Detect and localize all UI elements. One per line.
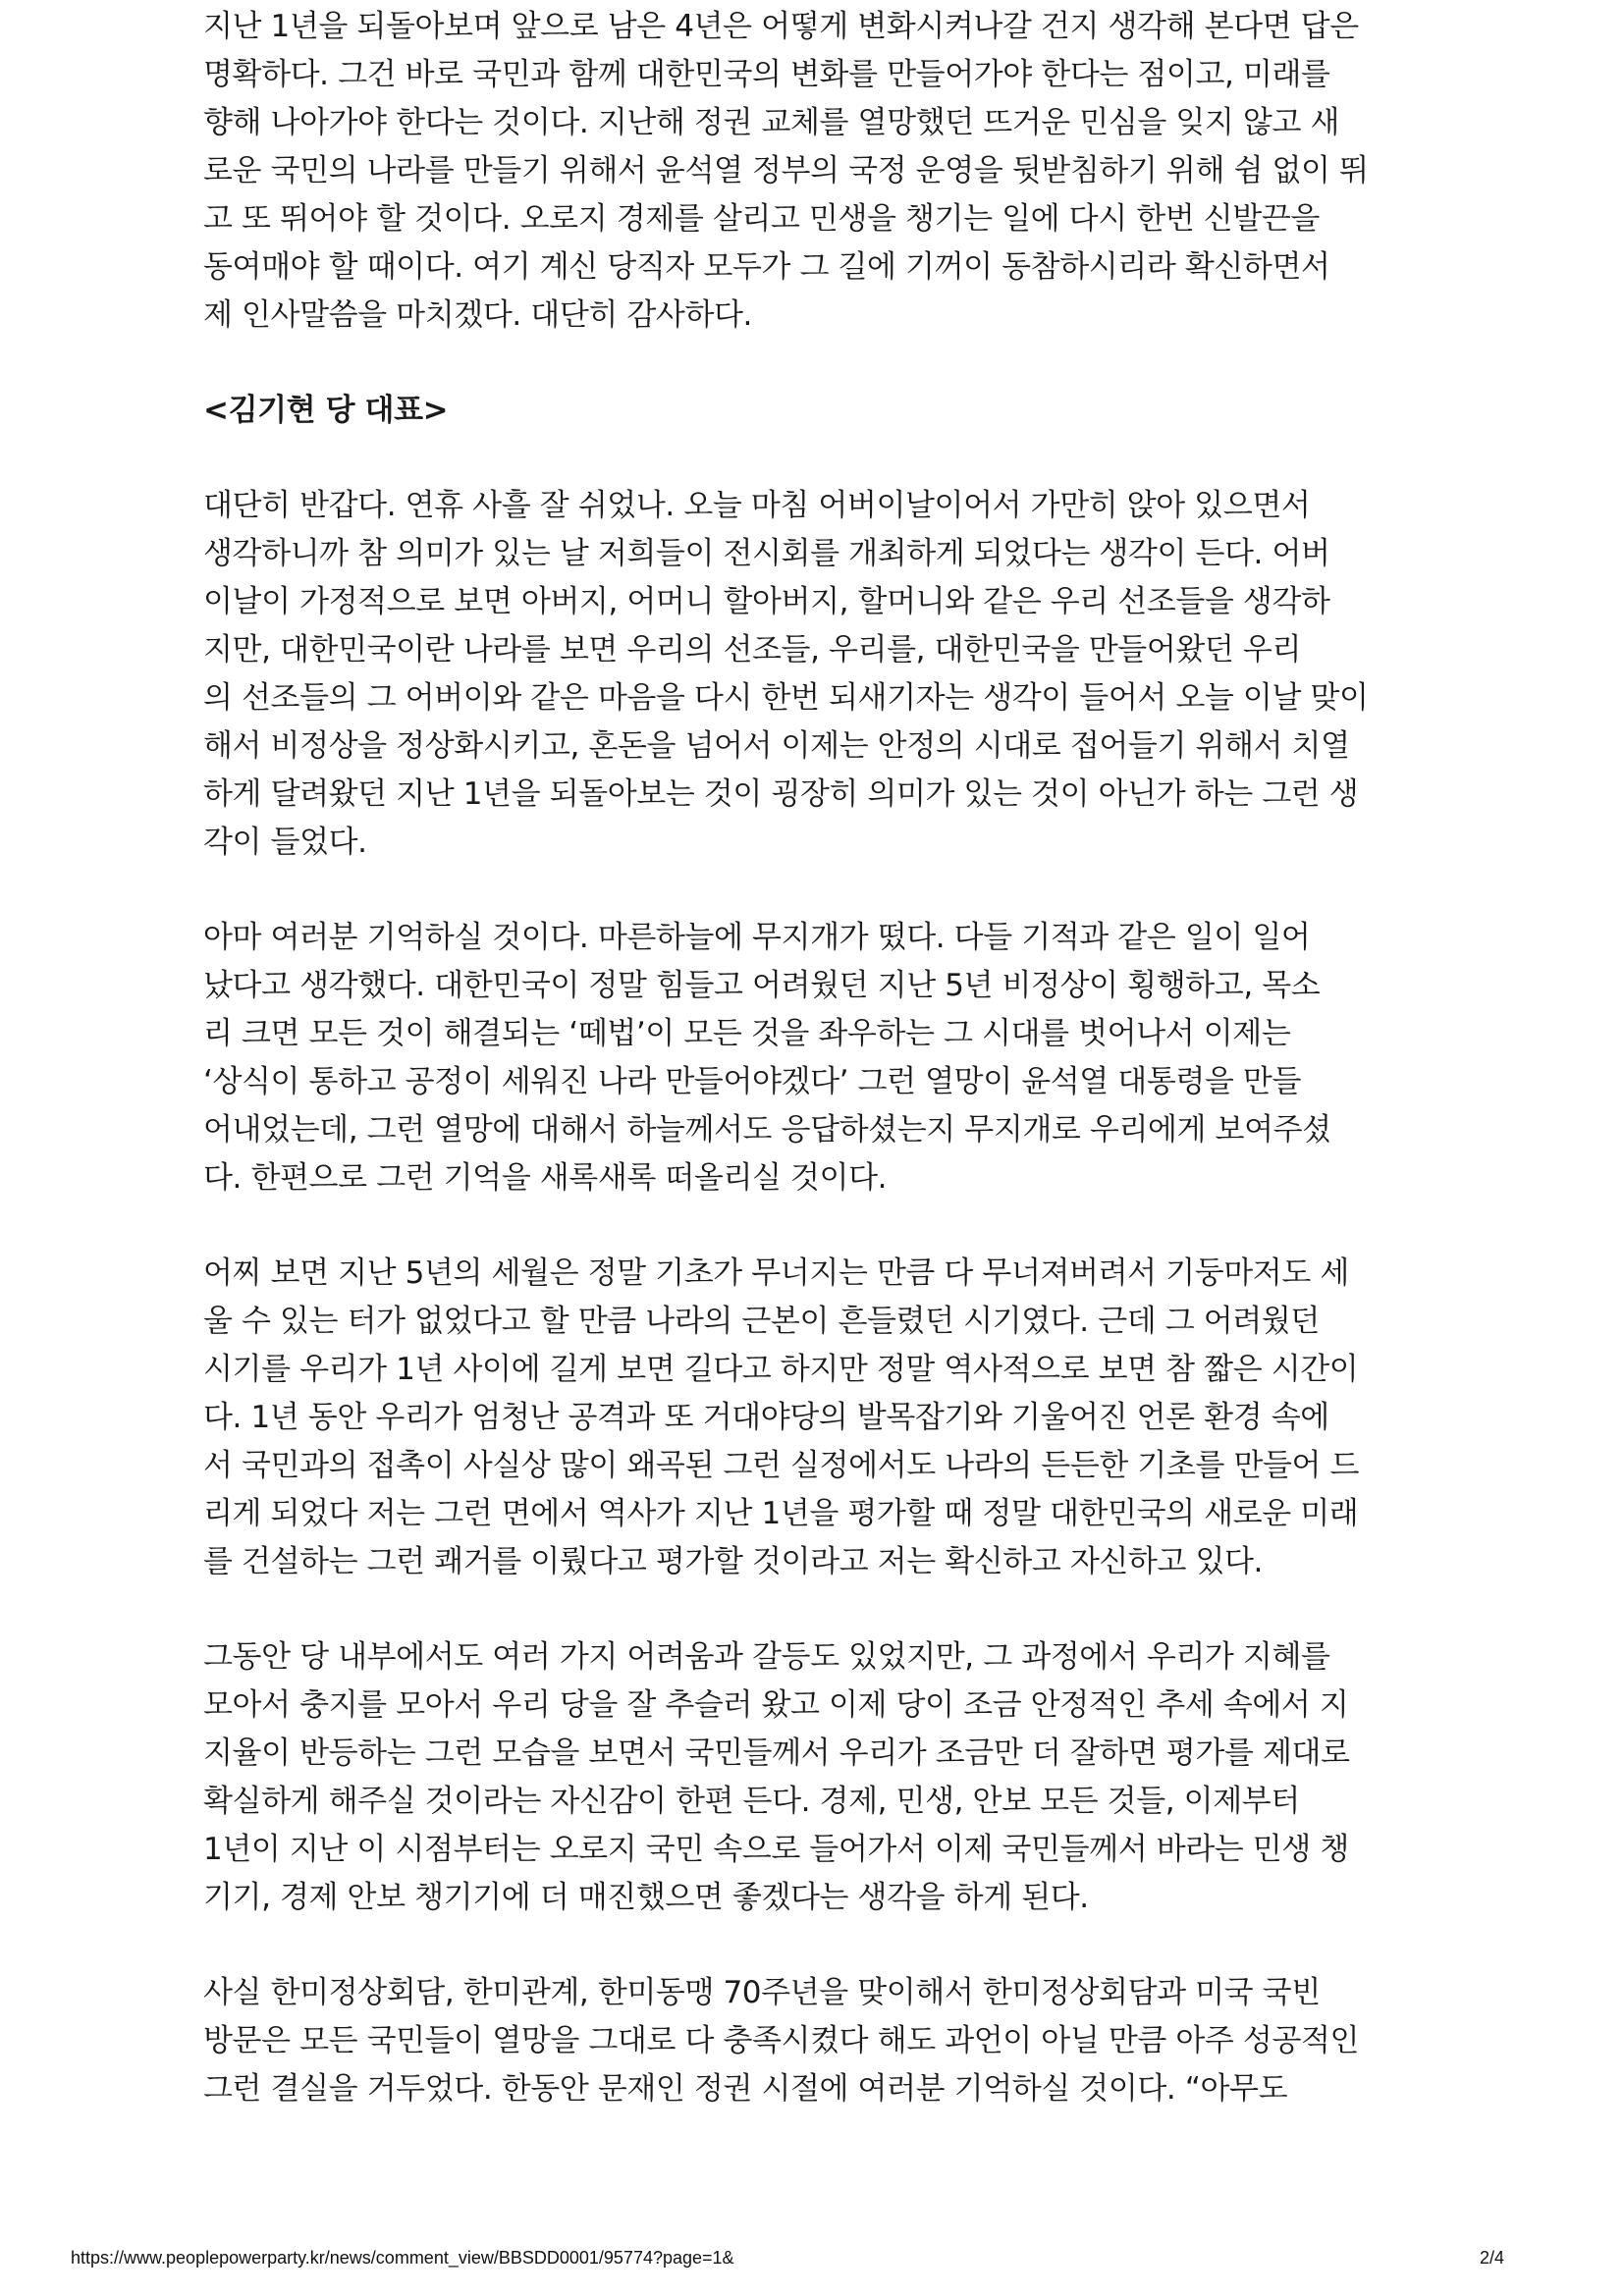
footer-url: https://www.peoplepowerparty.kr/news/comment_view/BBSDD0001/95774?page=1& [71, 2248, 734, 2268]
text-line: ‘상식이 통하고 공정이 세워진 나라 만들어야겠다’ 그런 열망이 윤석열 대통령을 만들 [203, 1064, 1302, 1099]
text-line: 생각하니까 참 의미가 있는 날 저희들이 전시회를 개최하게 되었다는 생각이 든다. 어버 [203, 536, 1330, 571]
text-line: 기기, 경제 안보 챙기기에 더 매진했으면 좋겠다는 생각을 하게 된다. [203, 1880, 1089, 1915]
paragraph-speech-3 [203, 1250, 1438, 1586]
text-line: 동여매야 할 때이다. 여기 계신 당직자 모두가 그 길에 기꺼이 동참하시리라 확신하면서 [203, 249, 1330, 285]
text-line: 어찌 보면 지난 5년의 세월은 정말 기초가 무너지는 만큼 다 무너져버려서 기둥마저도 세 [203, 1255, 1349, 1291]
paragraph-intro [203, 3, 1438, 340]
text-line: 이날이 가정적으로 보면 아버지, 어머니 할아버지, 할머니와 같은 우리 선조들을 생각하 [203, 584, 1330, 619]
text-line: 다. 한편으로 그런 기억을 새록새록 떠올리실 것이다. [203, 1160, 888, 1196]
speaker-heading: <김기현 당 대표> [203, 393, 449, 428]
text-line: 어내었는데, 그런 열망에 대해서 하늘께서도 응답하셨는지 무지개로 우리에게 보여주셨 [203, 1112, 1331, 1148]
text-line: 사실 한미정상회담, 한미관계, 한미동맹 70주년을 맞이해서 한미정상회담과 미국 국빈 [203, 1975, 1321, 2010]
paragraph-speech-4 [203, 1633, 1438, 1922]
paragraph-speech-5 [203, 1969, 1438, 2113]
document-body [203, 0, 1438, 2161]
text-line: 방문은 모든 국민들이 열망을 그대로 다 충족시켰다 해도 과언이 아닐 만큼 아주 성공적인 [203, 2023, 1360, 2058]
text-line: 해서 비정상을 정상화시키고, 혼돈을 넘어서 이제는 안정의 시대로 접어들기 위해서 치열 [203, 728, 1350, 764]
text-line: 다. 1년 동안 우리가 엄청난 공격과 또 거대야당의 발목잡기와 기울어진 언론 환경 속에 [203, 1400, 1329, 1435]
text-line: 모아서 충지를 모아서 우리 당을 잘 추슬러 왔고 이제 당이 조금 안정적인 추세 속에서 지 [203, 1687, 1349, 1723]
text-line: 명확하다. 그건 바로 국민과 함께 대한민국의 변화를 만들어가야 한다는 점이고, 미래를 [203, 57, 1330, 92]
text-line: 지만, 대한민국이란 나라를 보면 우리의 선조들, 우리를, 대한민국을 만들어왔던 우리 [203, 632, 1302, 667]
text-line: 울 수 있는 터가 없었다고 할 만큼 나라의 근본이 흔들렸던 시기였다. 근데 그 어려웠던 [203, 1304, 1320, 1339]
text-line: 향해 나아가야 한다는 것이다. 지난해 정권 교체를 열망했던 뜨거운 민심을 잊지 않고 새 [203, 105, 1340, 140]
text-line: 지율이 반등하는 그런 모습을 보면서 국민들께서 우리가 조금만 더 잘하면 평가를 제대로 [203, 1735, 1350, 1771]
text-line: 리게 되었다 저는 그런 면에서 역사가 지난 1년을 평가할 때 정말 대한민국의 새로운 미래 [203, 1496, 1359, 1531]
text-line: 제 인사말씀을 마치겠다. 대단히 감사하다. [203, 297, 753, 333]
text-line: 리 크면 모든 것이 해결되는 ‘떼법’이 모든 것을 좌우하는 그 시대를 벗어나서 이제는 [203, 1016, 1291, 1051]
text-line: 그동안 당 내부에서도 여러 가지 어려움과 갈등도 있었지만, 그 과정에서 우리가 지혜를 [203, 1639, 1330, 1675]
text-line: 로운 국민의 나라를 만들기 위해서 윤석열 정부의 국정 운영을 뒷받침하기 위해 쉼 없이 뛰 [203, 153, 1369, 188]
text-line: 의 선조들의 그 어버이와 같은 마음을 다시 한번 되새기자는 생각이 들어서 오늘 이날 맞이 [203, 680, 1369, 716]
text-line: 아마 여러분 기억하실 것이다. 마른하늘에 무지개가 떴다. 다들 기적과 같은 일이 일어 [203, 920, 1311, 955]
text-line: 지난 1년을 되돌아보며 앞으로 남은 4년은 어떻게 변화시켜나갈 건지 생각해 본다면 답은 [203, 9, 1359, 44]
paragraph-speech-2 [203, 914, 1438, 1202]
page-number: 2/4 [1479, 2248, 1504, 2268]
text-line: 시기를 우리가 1년 사이에 길게 보면 길다고 하지만 정말 역사적으로 보면 참 짧은 시간이 [203, 1352, 1359, 1387]
text-line: 고 또 뛰어야 할 것이다. 오로지 경제를 살리고 민생을 챙기는 일에 다시 한번 신발끈을 [203, 201, 1320, 237]
text-line: 대단히 반갑다. 연휴 사흘 잘 쉬었나. 오늘 마침 어버이날이어서 가만히 앉아 있으면서 [203, 488, 1311, 523]
text-line: 서 국민과의 접촉이 사실상 많이 왜곡된 그런 실정에서도 나라의 든든한 기초를 만들어 드 [203, 1448, 1360, 1483]
text-line: 각이 들었다. [203, 825, 367, 860]
text-line: 확실하게 해주실 것이라는 자신감이 한편 든다. 경제, 민생, 안보 모든 것들, 이제부터 [203, 1784, 1300, 1819]
text-line: 그런 결실을 거두었다. 한동안 문재인 정권 시절에 여러분 기억하실 것이다. “아무도 [203, 2071, 1288, 2107]
text-line: 하게 달려왔던 지난 1년을 되돌아보는 것이 굉장히 의미가 있는 것이 아닌가 하는 그런 생 [203, 776, 1359, 812]
text-line: 났다고 생각했다. 대한민국이 정말 힘들고 어려웠던 지난 5년 비정상이 횡행하고, 목소 [203, 968, 1321, 1003]
text-line: 1년이 지난 이 시점부터는 오로지 국민 속으로 들어가서 이제 국민들께서 바라는 민생 챙 [203, 1832, 1349, 1867]
paragraph-speech-1 [203, 482, 1438, 867]
text-line: 를 건설하는 그런 쾌거를 이뤘다고 평가할 것이라고 저는 확신하고 자신하고 있다. [203, 1544, 1264, 1579]
